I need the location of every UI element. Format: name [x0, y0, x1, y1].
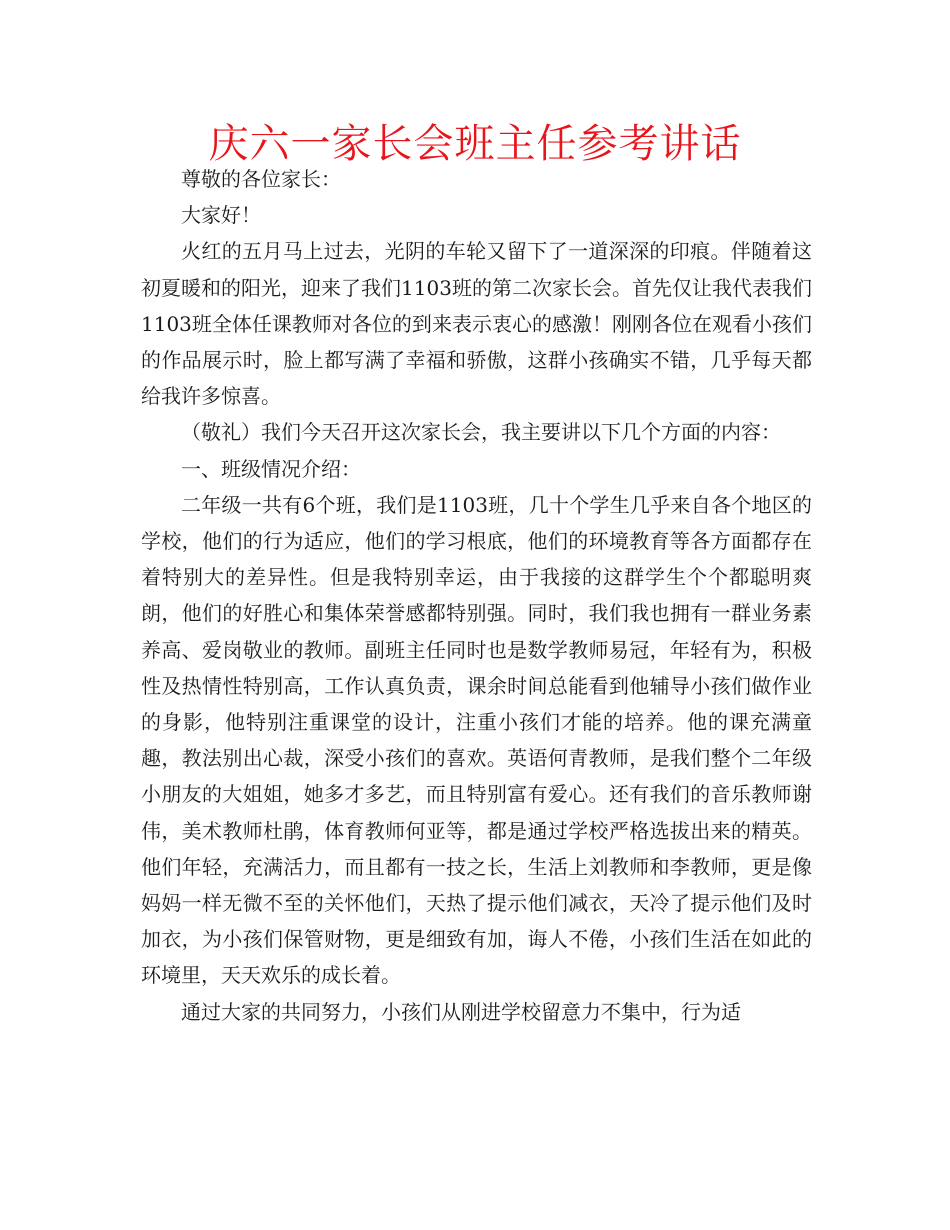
paragraph-greeting: 大家好！ [181, 203, 261, 228]
paragraph-agenda: （敬礼）我们今天召开这次家长会，我主要讲以下几个方面的内容： [181, 420, 781, 445]
paragraph-salutation: 尊敬的各位家长： [181, 167, 341, 191]
document-body [141, 161, 812, 1030]
section-heading-class-intro: 一、班级情况介绍： [181, 456, 361, 481]
paragraph-class-intro: 二年级一共有6个班，我们是1103班，几十个学生几乎来自各个地区的学校，他们的行为适应，他们的学习根底，他们的环境教育等各方面都存在着特别大的差异性。但是我特别幸运，由于我接的这群学生个个都聪明爽朗，他们的好胜心和集体荣誉感都特别强。同时，我们我也拥有一群业务素养高、爱岗敬业的教师。副班主任同时也是数学教师易冠，年轻有为，积极性及热情性特别高，工作认真负责，课余时间总能看到他辅导小孩们做作业的身影，他特别注重课堂的设计，注重小孩们才能的培养。他的课充满童趣，教法别出心裁，深受小孩们的喜欢。英语何青教师，是我们整个二年级小朋友的大姐姐，她多才多艺，而且特别富有爱心。还有我们的音乐教师谢伟，美术教师杜鹃，体育教师何亚等，都是通过学校严格选拔出来的精英。他们年轻，充满活力，而且都有一技之长，生活上刘教师和李教师，更是像妈妈一样无微不至的关怀他们，天热了提示他们减衣，天冷了提示他们及时加衣，为小孩们保管财物，更是细致有加，诲人不倦，小孩们生活在如此的环境里，天天欢乐的成长着。 [141, 492, 812, 988]
document-title: 庆六一家长会班主任参考讲话 [208, 121, 742, 167]
paragraph-opening: 火红的五月马上过去，光阴的车轮又留下了一道深深的印痕。伴随着这初夏暖和的阳光，迎来了我们1103班的第二次家长会。首先仅让我代表我们1103班全体任课教师对各位的到来表示衷心的感激！刚刚各位在观看小孩们的作品展示时，脸上都写满了幸福和骄傲，这群小孩确实不错，几乎每天都给我许多惊喜。 [141, 239, 812, 409]
paragraph-progress: 通过大家的共同努力，小孩们从刚进学校留意力不集中，行为适 [181, 999, 741, 1024]
